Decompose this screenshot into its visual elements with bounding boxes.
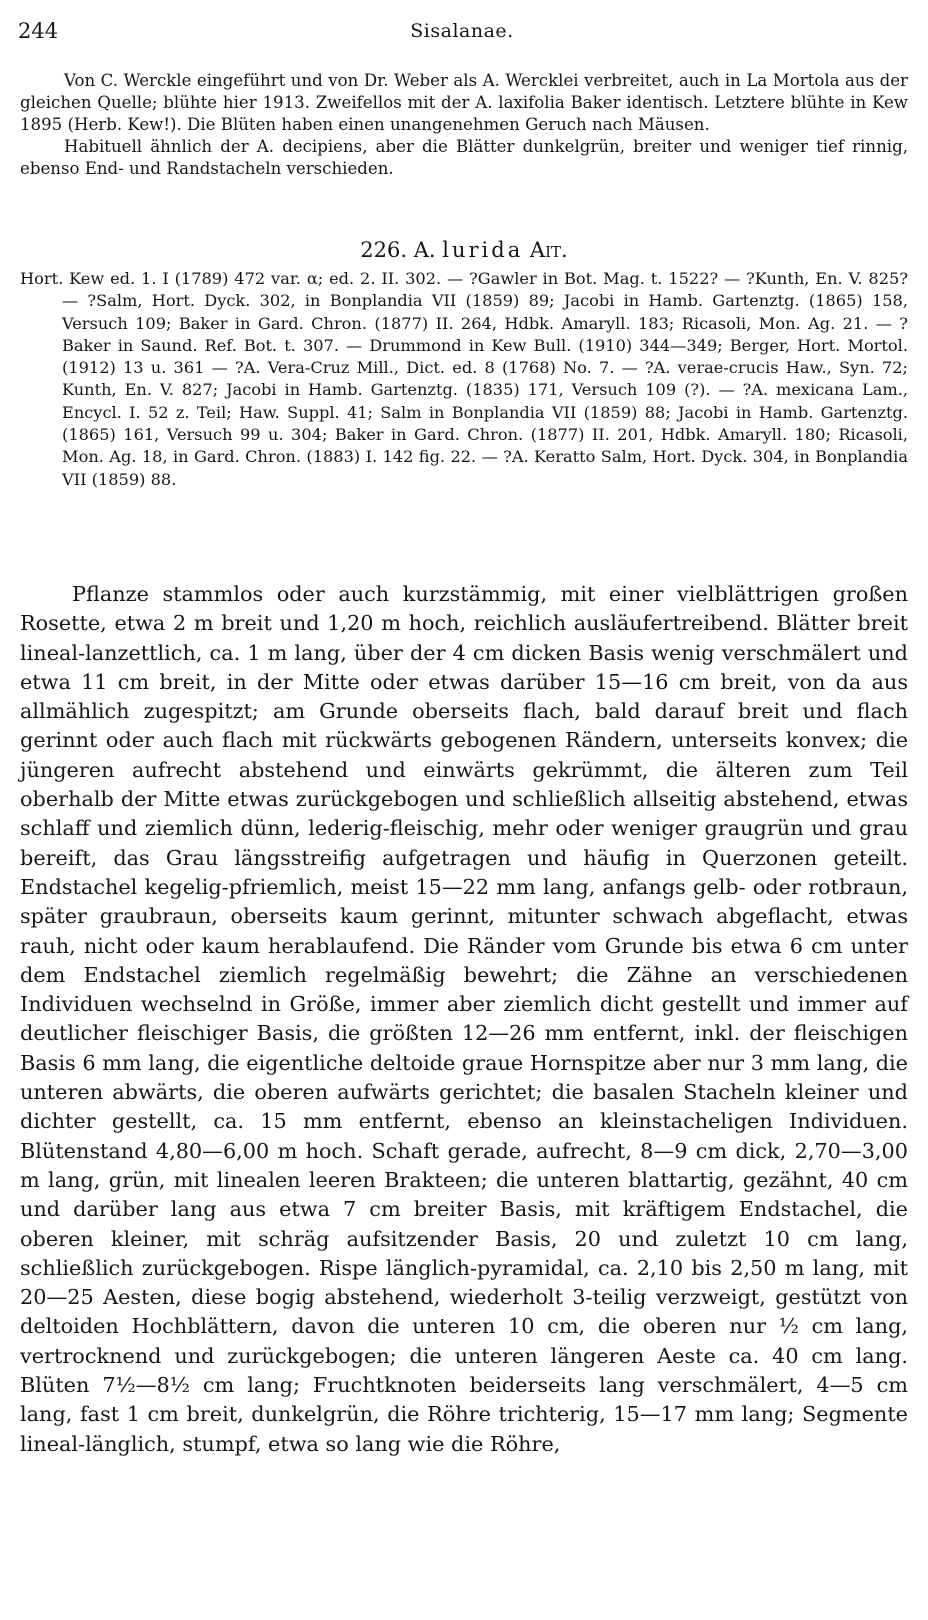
references-text: Hort. Kew ed. 1. I (1789) 472 var. α; ed. 2. II. 302. — ?Gawler in Bot. Mag. t. 1522? — ?Kunth, En. V. 825? — ?Salm, Hort. Dyck. 302, in Bonplandia VII (1859) 89; Jacobi in Hamb. Gartenztg. (1865) 158, Versuch 109; Baker in Gard. Chron. (1877) II. 264, Hdbk. Amaryll. 183; Ricasoli, Mon. Ag. 21. — ?Baker in Saund. Ref. Bot. t. 307. — Drummond in Kew Bull. (1910) 344—349; Berger, Hort. Mortol. (1912) 13 u. 361 — ?A. Vera-Cruz Mill., Dict. ed. 8 (1768) No. 7. — ?A. verae-crucis Haw., Syn. 72; Kunth, En. V. 827; Jacobi in Hamb. Gartenztg. (1835) 171, Versuch 109 (?). — ?A. mexicana Lam., Encycl. I. 52 z. Teil; Haw. Suppl. 41; Salm in Bonplandia VII (1859) 88; Jacobi in Hamb. Gartenztg. (1865) 161, Versuch 99 u. 304; Baker in Gard. Chron. (1877) II. 201, Hdbk. Amaryll. 180; Ricasoli, Mon. Ag. 18, in Gard. Chron. (1883) I. 142 fig. 22. — ?A. Keratto Salm, Hort. Dyck. 304, in Bonplandia VII (1859) 88.	[20, 269, 908, 489]
references-block	[20, 268, 908, 491]
description-text: Pflanze stammlos oder auch kurzstämmig, mit einer vielblättrigen großen Rosette, etwa 2 m breit und 1,20 m hoch, reichlich ausläufertreibend. Blätter breit lineal-lanzettlich, ca. 1 m lang, über der 4 cm dicken Basis wenig verschmälert und etwa 11 cm breit, in der Mitte oder etwas darüber 15—16 cm breit, von da aus allmählich zugespitzt; am Grunde oberseits flach, bald darauf breit und flach gerinnt oder auch flach mit rückwärts gebogenen Rändern, unterseits konvex; die jüngeren aufrecht abstehend und einwärts gekrümmt, die älteren zum Teil oberhalb der Mitte etwas zurückgebogen und schließlich allseitig abstehend, etwas schlaff und ziemlich dünn, lederig-fleischig, mehr oder weniger graugrün und grau bereift, das Grau längsstreifig aufgetragen und häufig in Querzonen geteilt. Endstachel kegelig-pfriemlich, meist 15—22 mm lang, anfangs gelb- oder rotbraun, später graubraun, oberseits kaum gerinnt, mitunter schwach abgeflacht, etwas rauh, nicht oder kaum herablaufend. Die Ränder vom Grunde bis etwa 6 cm unter dem Endstachel ziemlich regelmäßig bewehrt; die Zähne an verschiedenen Individuen wechselnd in Größe, immer aber ziemlich dicht gestellt und immer auf deutlicher fleischiger Basis, die größten 12—26 mm entfernt, inkl. der fleischigen Basis 6 mm lang, die eigentliche deltoide graue Hornspitze aber nur 3 mm lang, die unteren abwärts, die oberen aufwärts gerichtet; die basalen Stacheln kleiner und dichter gestellt, ca. 15 mm entfernt, ebenso an kleinstacheligen Individuen. Blütenstand 4,80—6,00 m hoch. Schaft gerade, aufrecht, 8—9 cm dick, 2,70—3,00 m lang, grün, mit linealen leeren Brakteen; die unteren blattartig, gezähnt, 40 cm und darüber lang aus etwa 7 cm breiter Basis, mit kräftigem Endstachel, die oberen kleiner, mit schräg aufsitzender Basis, 20 und zuletzt 10 cm lang, schließlich zurückgebogen. Rispe länglich-pyramidal, ca. 2,10 bis 2,50 m lang, mit 20—25 Aesten, diese bogig abstehend, wiederholt 3-teilig verzweigt, gestützt von deltoiden Hochblättern, davon die unteren 10 cm, die oberen nur ½ cm lang, vertrocknend und zurückgebogen; die unteren längeren Aeste ca. 40 cm lang. Blüten 7½—8½ cm lang; Fruchtknoten beiderseits lang verschmälert, 4—5 cm lang, fast 1 cm breit, dunkelgrün, die Röhre trichterig, 15—17 mm lang; Segmente lineal-länglich, stumpf, etwa so lang wie die Röhre,	[20, 582, 908, 1456]
intro-section	[20, 70, 908, 180]
intro-paragraph-1: Von C. Werckle eingeführt und von Dr. Weber als A. Wercklei verbreitet, auch in La Mortola aus der gleichen Quelle; blühte hier 1913. Zweifellos mit der A. laxifolia Baker identisch. Letztere blühte in Kew 1895 (Herb. Kew!). Die Blüten haben einen unangenehmen Geruch nach Mäusen.	[20, 71, 908, 134]
species-heading	[0, 236, 928, 264]
species-author: Ait.	[529, 238, 568, 262]
running-title: Sisalanae.	[410, 20, 514, 42]
description-block	[20, 580, 908, 1459]
species-number: 226. A.	[360, 238, 436, 262]
page-number: 244	[18, 19, 59, 43]
intro-paragraph-2: Habituell ähnlich der A. decipiens, aber die Blätter dunkelgrün, breiter und weniger tief rinnig, ebenso End- und Randstacheln verschieden.	[20, 137, 908, 178]
page-header	[18, 18, 906, 44]
species-name: lurida	[442, 238, 524, 262]
